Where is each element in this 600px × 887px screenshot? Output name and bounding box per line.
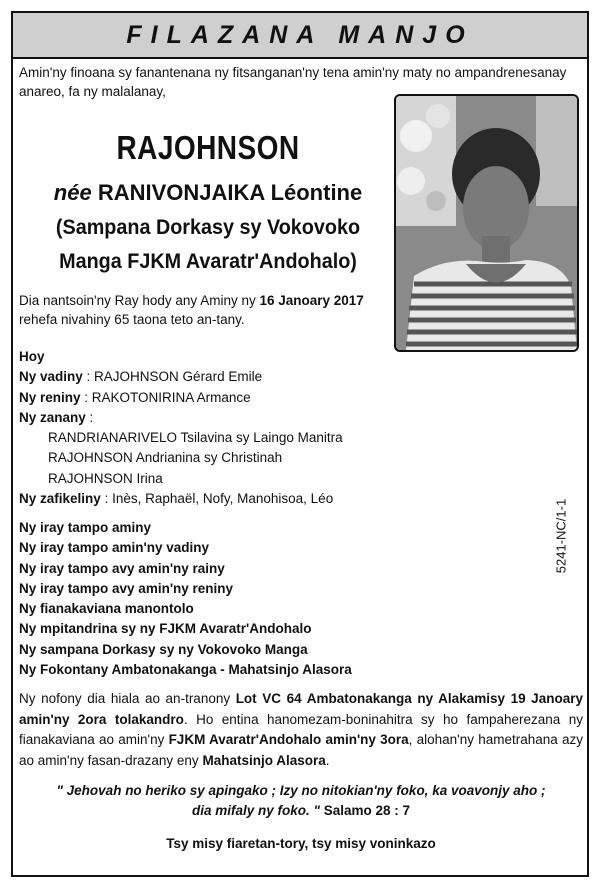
church-line-2: Manga FJKM Avaratr'Andohalo)	[59, 249, 357, 273]
burial-location-time: Lot VC 64 Ambatonakanga ny Alakamisy 19 Janoary amin'ny 2ora tolakandro	[19, 691, 583, 727]
related-families-list	[19, 518, 549, 680]
maiden-name: RANIVONJAIKA Léontine	[97, 180, 363, 205]
reference-code-vertical	[553, 491, 569, 581]
burial-text-4: .	[325, 752, 330, 768]
family-item: Ny fianakaviana manontolo	[19, 601, 194, 617]
quote-line-2: dia mifaly ny foko. "	[192, 803, 320, 818]
header-title: FILAZANA MANJO	[126, 20, 474, 49]
mother-row	[19, 388, 559, 408]
child-item: RAJOHNSON Irina	[48, 470, 163, 486]
hoy-label: Hoy	[19, 349, 45, 364]
church-line-1: (Sampana Dorkasy sy Vokovoko	[55, 215, 361, 239]
quote-reference: Salamo 28 : 7	[323, 803, 410, 818]
burial-text-1: Ny nofony dia hiala ao an-tranony	[19, 691, 231, 706]
bible-quote	[19, 781, 583, 821]
notice-frame	[11, 11, 589, 877]
family-item: Ny mpitandrina sy ny FJKM Avaratr'Andohalo	[19, 621, 312, 637]
children-colon: :	[85, 409, 94, 425]
church-affiliation	[29, 210, 388, 278]
grandchildren-row	[19, 489, 559, 509]
quote-line-1: " Jehovah no heriko sy apingako ; Izy no nitokian'ny foko, ka voavonjy aho ;	[56, 783, 546, 798]
children-label: Ny zanany	[19, 409, 86, 425]
mother-label: Ny reniny	[19, 389, 81, 405]
deceased-name: RAJOHNSON	[116, 129, 300, 166]
mother-value: : RAKOTONIRINA Armance	[84, 389, 251, 405]
family-item: Ny sampana Dorkasy sy ny Vokovoko Manga	[19, 641, 308, 657]
family-item: Ny iray tampo avy amin'ny reniny	[19, 580, 234, 596]
child-item: RANDRIANARIVELO Tsilavina sy Laingo Manitra	[48, 430, 343, 446]
quote-line-2-wrap	[19, 801, 583, 821]
header-banner	[13, 13, 587, 59]
child-item: RAJOHNSON Andrianina sy Christinah	[48, 450, 283, 466]
family-item: Ny iray tampo amin'ny vadiny	[19, 540, 210, 556]
children-row	[19, 408, 559, 428]
portrait-photo	[394, 94, 579, 352]
intro-text: Amin'ny finoana sy fanantenana ny fitsanganan'ny tena amin'ny maty no ampandrenesanay anareo, fa ny malalanay,	[19, 65, 567, 99]
nee-prefix: née	[53, 180, 92, 205]
burial-church-time: FJKM Avaratr'Andohalo amin'ny 3ora	[168, 732, 409, 747]
closing-note: Tsy misy fiaretan-tory, tsy misy voninkazo	[166, 836, 436, 851]
portrait-image	[396, 96, 577, 350]
death-announcement	[19, 291, 394, 329]
spouse-label: Ny vadiny	[19, 369, 83, 385]
family-item: Ny Fokontany Ambatonakanga - Mahatsinjo Alasora	[19, 662, 352, 678]
grandchildren-value: : Inès, Raphaël, Nofy, Manohisoa, Léo	[104, 491, 334, 507]
spouse-value: : RAJOHNSON Gérard Emile	[86, 369, 263, 385]
spouse-row	[19, 367, 559, 387]
family-list	[19, 347, 559, 509]
death-text-before: Dia nantsoin'ny Ray hody any Aminy ny	[19, 293, 256, 308]
reference-code: 5241-NC/1-1	[553, 498, 569, 574]
family-item: Ny iray tampo aminy	[19, 520, 152, 535]
maiden-name-line	[13, 178, 403, 207]
burial-details	[19, 689, 583, 771]
grandchildren-label: Ny zafikeliny	[19, 491, 101, 507]
death-text-after: rehefa nivahiny 65 taona teto an-tany.	[19, 312, 245, 327]
burial-text-2: . Ho entina hanomezam-boninahitra sy ho fampaherezana ny fianakaviana ao amin'ny	[19, 711, 583, 747]
death-date: 16 Janoary 2017	[259, 293, 364, 308]
burial-text-3: , alohan'ny hametrahana azy ao amin'ny fasan-drazany eny	[19, 732, 583, 768]
family-item: Ny iray tampo avy amin'ny rainy	[19, 560, 225, 576]
burial-tomb-location: Mahatsinjo Alasora	[202, 752, 326, 768]
